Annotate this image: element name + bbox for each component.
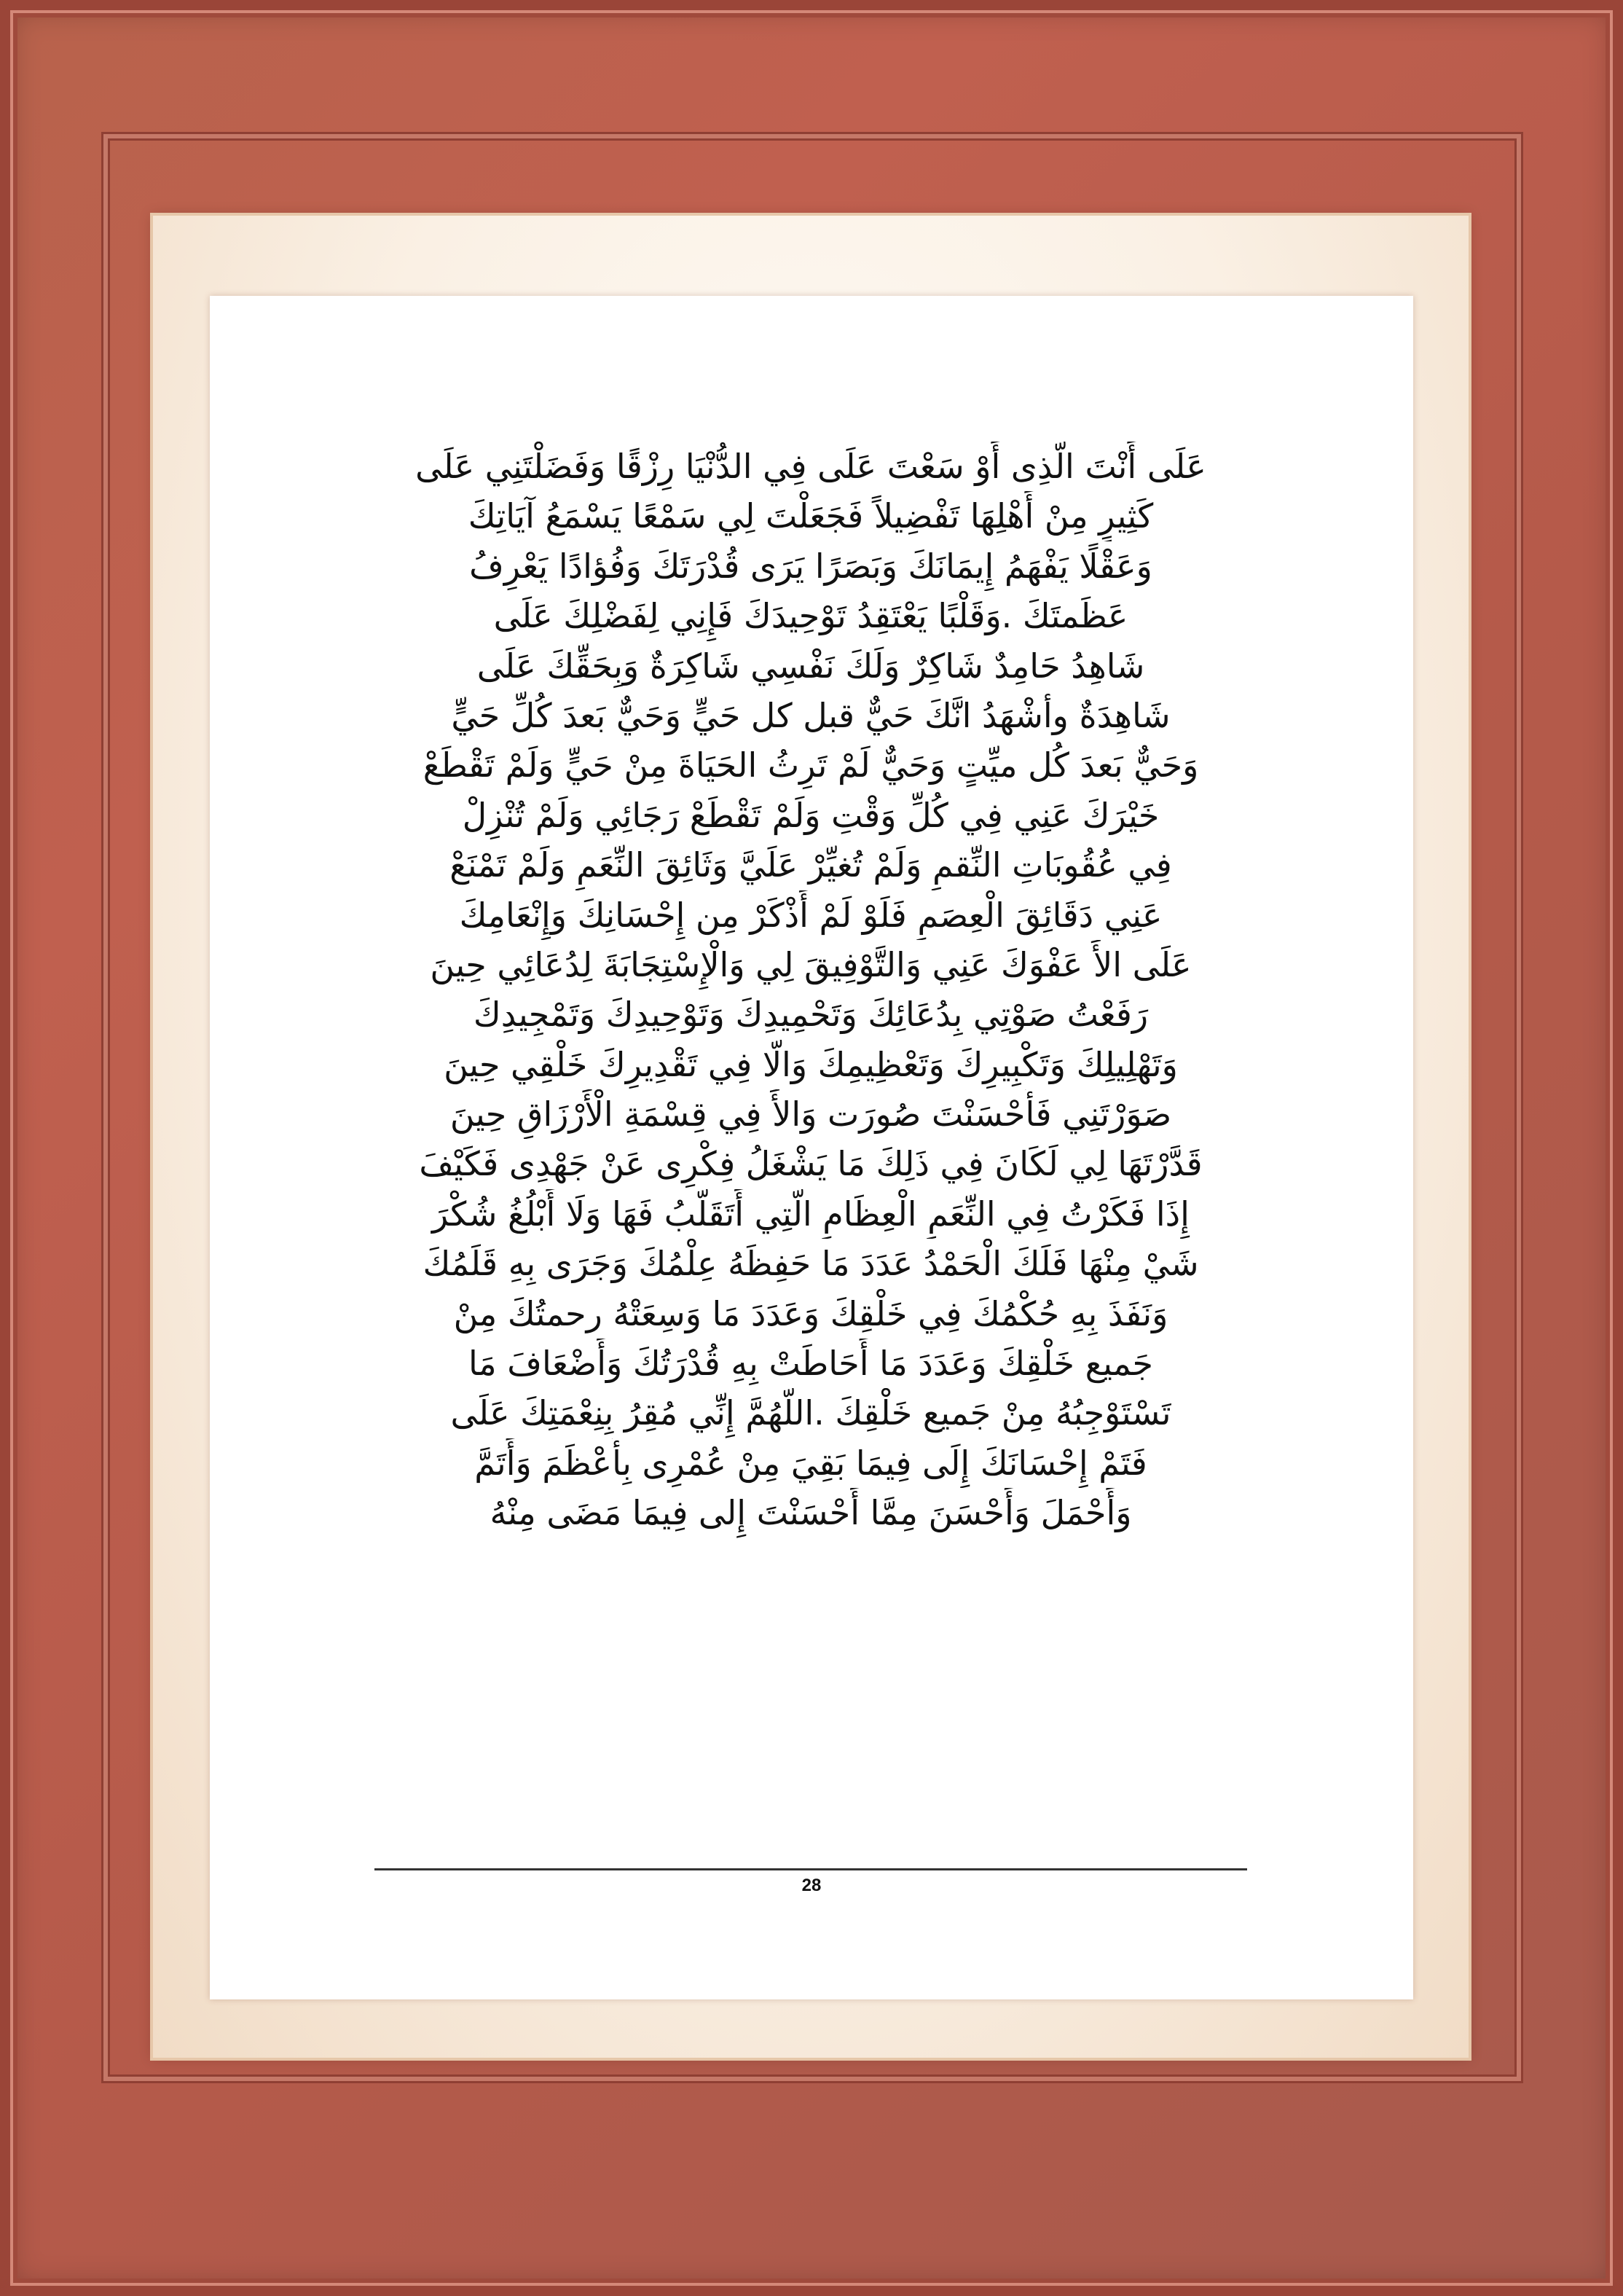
text-line: رَفَعْتُ صَوْتِي بِدُعَائِكَ وَتَحْمِيدِكَ وَتَوْحِيدِكَ وَتَمْجِيدِكَ: [473, 995, 1149, 1035]
text-line: وَأَحْمَلَ وَأَحْسَنَ مِمَّا أَحْسَنْتَ إِلى فِيمَا مَضَى مِنْهُ: [490, 1493, 1132, 1533]
page-number: 28: [801, 1876, 822, 1895]
text-line: تَسْتَوْجِبُهُ مِنْ جَميع خَلْقِكَ .اللَّهُمَّ إِنِّي مُقِرُ بِنِعْمَتِكَ عَلَى: [450, 1393, 1171, 1433]
text-line: عَلَى الأَ عَفْوَكَ عَنِي وَالتَّوْفِيقَ لِي وَالْإِسْتِجَابَةَ لِدُعَائِي حِينَ: [430, 944, 1192, 984]
text-line: عَظَمتَكَ .وَقَلْبًا يَعْتَقِدُ تَوْحِيدَكَ فَإِنِي لِفَضْلِكَ عَلَى: [493, 596, 1128, 636]
text-line: وَتَهْلِيلِكَ وَتَكْبِيرِكَ وَتَعْظِيمِكَ وَالَّا فِي تَقْدِيرِكَ خَلْقِي حِينَ: [444, 1044, 1178, 1084]
text-line: شَيْ مِنْهَا فَلَكَ الْحَمْدُ عَدَدَ مَا حَفِظَهُ عِلْمُكَ وَجَرَى بِهِ قَلَمُكَ: [423, 1244, 1199, 1284]
text-line: فَتَمْ إِحْسَانَكَ إِلَى فِيمَا بَقِيَ مِنْ عُمْرِى بِأَعْظَمَ وَأَتَمَّ: [474, 1443, 1147, 1483]
text-line: إِذَا فَكَرْتُ فِي النِّعَمِ الْعِظَامِ الَّتِي أَتَقَلَّبُ فَهَا وَلَا أَبْلُغُ شُكْرَ: [432, 1194, 1190, 1234]
text-line: قَدَّرْتَهَا لِي لَكَانَ فِي ذَلِكَ مَا يَشْغَلُ فِكْرِى عَنْ جَهْدِى فَكَيْفَ: [419, 1144, 1203, 1184]
text-line: عَلَى أَنْتَ الَّذِى أَوْ سَعْتَ عَلَى فِي الدُّنْيَا رِزْقًا وَفَضَلْتَنِي عَلَى: [415, 447, 1206, 486]
text-line: عَنِي دَقَائِقَ الْعِصَمِ فَلَوْ لَمْ أَذْكَرْ مِن إِحْسَانِكَ وَإِنْعَامِكَ: [459, 895, 1163, 935]
text-line: شَاهِدَةٌ وأشْهَدُ انَّكَ حَيٌّ قبل كل حَيٍّ وَحَيٌّ بَعدَ كُلِّ حَيٍّ: [451, 695, 1171, 735]
text-line: وَنَفَذَ بِهِ حُكْمُكَ فِي خَلْقِكَ وَعَدَدَ مَا وَسِعَتْهُ رحمتُكَ مِنْ: [453, 1293, 1168, 1333]
text-line: جَميع خَلْقِكَ وَعَدَدَ مَا أَحَاطَتْ بِهِ قُدْرَتُكَ وَأَضْعَافَ مَا: [468, 1344, 1153, 1384]
text-line: وَحَيٌّ بَعدَ كُل ميِّتٍ وَحَيٌّ لَمْ تَرِثُ الحَيَاةَ مِنْ حَيٍّ وَلَمْ تَقْطَعْ: [423, 745, 1199, 785]
text-line: فِي عُقُوبَاتِ النِّقمِ وَلَمْ تُغيِّرْ عَلَيَّ وَثَائِقَ النِّعَمِ وَلَمْ تَمْنَعْ: [449, 845, 1172, 885]
text-line: كَثِيرٍ مِنْ أَهْلِهَا تَفْضِيلاً فَجَعَلْتَ لِي سَمْعًا يَسْمَعُ آيَاتِكَ: [468, 496, 1154, 536]
text-line: وَعَقْلًا يَفْهَمُ إِيمَانَكَ وَبَصَرًا يَرَى قُدْرَتَكَ وَفُؤادًا يَعْرِفُ: [469, 546, 1152, 586]
footer-rule: [374, 1868, 1247, 1870]
text-line: شَاهِدُ حَامِدٌ شَاكِرٌ وَلَكَ نَفْسِي شَاكِرَةٌ وَبِحَقِّكَ عَلَى: [476, 646, 1145, 686]
text-line: خَيْرَكَ عَنِي فِي كُلِّ وَقْتِ وَلَمْ تَقْطَعْ رَجَائِي وَلَمْ تُنْزِلْ: [462, 795, 1160, 835]
arabic-text-block: [355, 442, 1266, 1538]
text-line: صَوَرْتَنِي فَأَحْسَنْتَ صُورَت وَالأَ فِي قِسْمَةِ الْأَرْزَاقِ حِينَ: [449, 1094, 1172, 1135]
document-page: [210, 296, 1413, 1999]
